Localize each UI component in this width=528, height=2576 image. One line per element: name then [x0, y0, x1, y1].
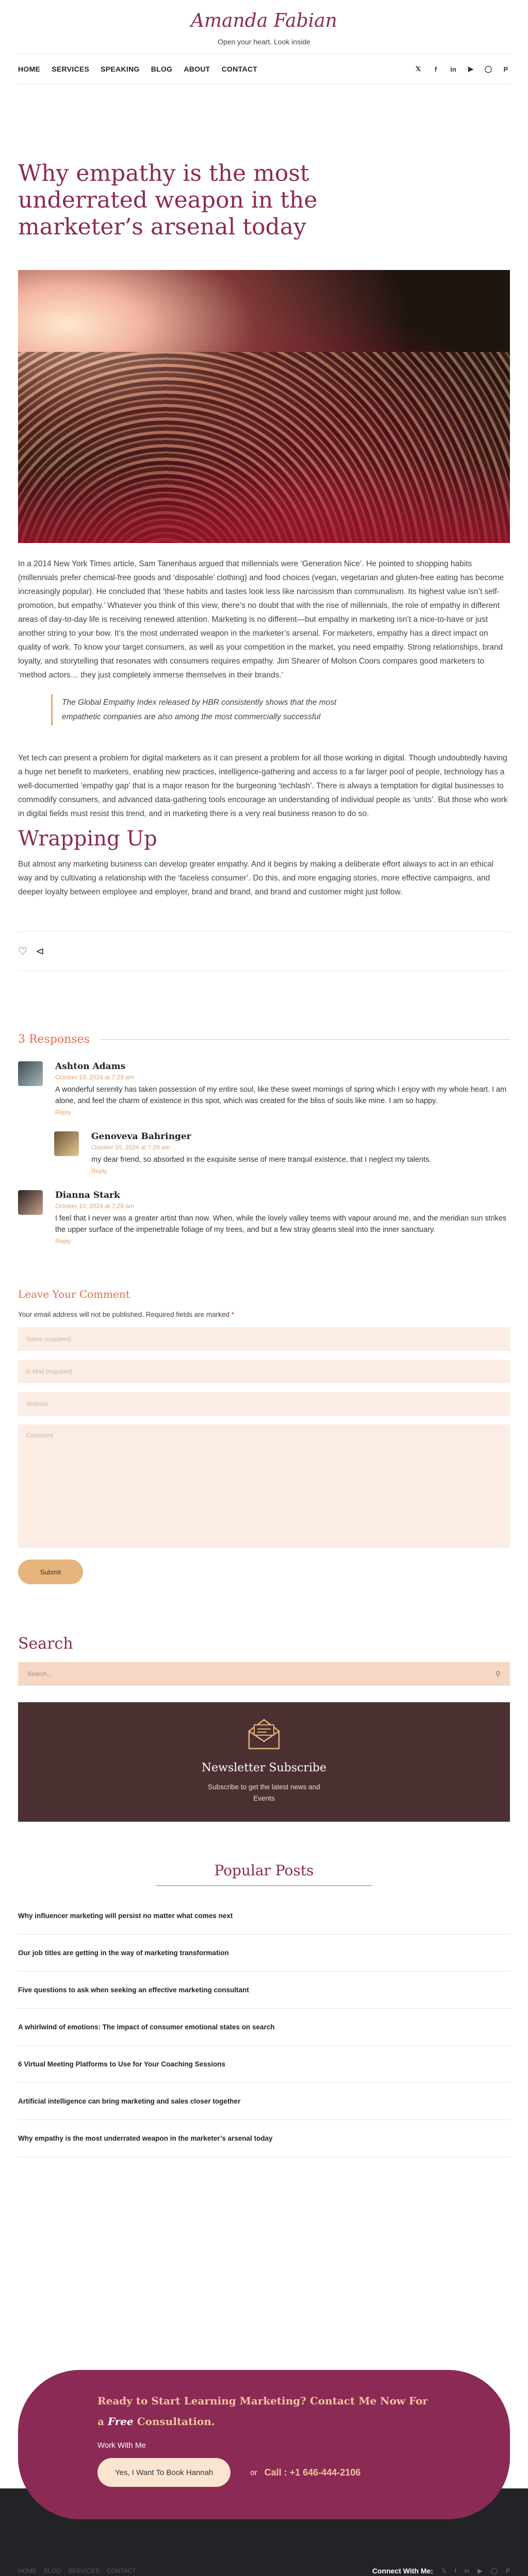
comments-section — [18, 1033, 510, 1245]
cta-or: or — [250, 2468, 257, 2477]
post-paragraph: In a 2014 New York Times article, Sam Tanenhaus argued that millennials were ‘Generation Nice’. He pointed to shopping habits (millennials prefer chemical-free goods and ‘disposable’ clothing) and food choices (vegan, vegetarian and gluten-free eating has become increasingly popular). He concluded that ‘these habits and tastes look less like narcissism than communalism. Its highest value isn’t self-promotion, but empathy.’ Whatever you think of this view, there’s no doubt that with the rise of millennials, the role of empathy in different areas of day-to-day life is receiving renewed attention. Marketing is no different—but empathy in marketing isn’t a nice-to-have or just another string to your bow. It’s the most underrated weapon in the marketer’s arsenal. For marketers, empathy has a direct impact on quality of work. To know your target consumers, as well as your competition in the market, you need empathy. Strong relationships, brand loyalty, and storytelling that resonates with consumers requires empathy. Jim Shearer of Molson Coors compares good marketers to ‘method actors… they just completely immerse themselves in their brands.’ — [18, 560, 504, 680]
search-input[interactable] — [27, 1670, 440, 1677]
comment-textarea[interactable] — [18, 1425, 510, 1548]
popular-post-link[interactable]: Why empathy is the most underrated weapon in the marketer’s arsenal today — [18, 2120, 510, 2157]
pinterest-icon[interactable]: P — [505, 2567, 510, 2574]
newsletter-title: Newsletter Subscribe — [201, 1761, 327, 1774]
envelope-icon — [246, 1717, 282, 1751]
divider — [99, 1039, 510, 1040]
submit-button[interactable]: Submit — [18, 1560, 83, 1584]
social-links — [414, 65, 510, 73]
newsletter-subtitle: Subscribe to get the latest news and Events — [208, 1783, 320, 1802]
footer-link-contact[interactable]: CONTACT — [106, 2567, 136, 2574]
footer-link-services[interactable]: SERVICES — [68, 2567, 100, 2574]
post-content — [18, 557, 510, 899]
avatar — [54, 1131, 79, 1156]
heart-icon[interactable]: ♡ — [18, 945, 27, 957]
nav-menu — [18, 65, 257, 73]
reply-link[interactable]: Reply — [55, 1238, 71, 1245]
reply-link[interactable]: Reply — [55, 1109, 71, 1116]
popular-post-link[interactable]: Our job titles are getting in the way of marketing transformation — [18, 1935, 510, 1972]
linkedin-icon[interactable]: in — [450, 65, 456, 73]
post-blockquote: The Global Empathy Index released by HBR consistently shows that the most empathetic companies are also among the most commercially successful — [51, 694, 350, 725]
footer-social — [372, 2567, 510, 2575]
comment-date[interactable]: October 10, 2024 at 7:29 am — [55, 1074, 134, 1081]
comment-item — [18, 1061, 510, 1116]
comment-text: I feel that I never was a greater artist than now. When, while the lovely valley teems with vapour around me, and the meridian sun strikes the upper surface of the impenetrable foliage of my trees, and but a few stray gleams steal into the inner sanctuary. — [55, 1214, 507, 1234]
avatar — [18, 1061, 43, 1086]
website-field[interactable] — [18, 1392, 510, 1416]
site-title[interactable]: Amanda Fabian — [191, 10, 337, 31]
pinterest-icon[interactable]: P — [503, 65, 508, 73]
blog-post — [18, 160, 510, 971]
instagram-icon[interactable]: ◯ — [490, 2567, 498, 2574]
comments-count: 3 Responses — [18, 1033, 90, 1046]
post-paragraph: But almost any marketing business can develop greater empathy. And it begins by making a deliberate effort always to act in an ethical way and by cultivating a relationship with the ‘faceless consumer’. Do this, and more engaging stories, more effective campaigns, and deeper loyalty between employee and employer, brand and brand, and brand and customer might just follow. — [18, 860, 494, 896]
search-box — [18, 1662, 510, 1686]
twitter-icon[interactable]: 𝕏 — [415, 65, 421, 73]
connect-label: Connect With Me: — [372, 2566, 433, 2575]
comment-author: Ashton Adams — [55, 1061, 126, 1072]
popular-post-link[interactable]: Five questions to ask when seeking an effective marketing consultant — [18, 1972, 510, 2009]
comment-form — [18, 1288, 510, 1584]
avatar — [18, 1190, 43, 1215]
linkedin-icon[interactable]: in — [464, 2567, 470, 2574]
name-field[interactable] — [18, 1327, 510, 1351]
nav-item-home[interactable]: HOME — [18, 65, 41, 73]
comment-author: Genoveva Bahringer — [91, 1131, 191, 1142]
comment-item — [54, 1131, 510, 1175]
popular-post-link[interactable]: Artificial intelligence can bring marketing and sales closer together — [18, 2083, 510, 2120]
popular-post-link[interactable]: A whirlwind of emotions: The impact of consumer emotional states on search — [18, 2009, 510, 2046]
comments-header — [18, 1033, 510, 1046]
footer-link-home[interactable]: HOME — [18, 2567, 37, 2574]
site-tagline: Open your heart. Look inside — [218, 38, 310, 46]
cta-subtitle: Work With Me — [97, 2441, 146, 2450]
comment-author: Dianna Stark — [55, 1190, 120, 1200]
comment-text: A wonderful serenity has taken possession of my entire soul, like these sweet mornings of spring which I enjoy with my whole heart. I am alone, and feel the charm of existence in this spot, which was created for the bliss of souls like mine. I am so happy. — [55, 1086, 507, 1105]
popular-post-link[interactable]: 6 Virtual Meeting Platforms to Use for Your Coaching Sessions — [18, 2046, 510, 2083]
search-title: Search — [18, 1635, 73, 1653]
comment-date[interactable]: October 10, 2024 at 7:29 am — [91, 1144, 170, 1151]
reply-link[interactable]: Reply — [91, 1167, 107, 1175]
email-field[interactable] — [18, 1360, 510, 1383]
comment-date[interactable]: October 10, 2024 at 7:29 am — [55, 1202, 134, 1210]
nav-item-services[interactable]: SERVICES — [52, 65, 90, 73]
newsletter-widget — [18, 1702, 510, 1822]
cta-title: Ready to Start Learning Marketing? Contact Me Now For a Free Consultation. — [97, 2395, 428, 2428]
book-button[interactable]: Yes, I Want To Book Hannah — [97, 2458, 230, 2487]
youtube-icon[interactable]: ▶ — [477, 2567, 483, 2574]
instagram-icon[interactable]: ◯ — [484, 65, 492, 73]
comment-text: my dear friend, so absorbed in the exquisite sense of mere tranquil existence, that I neglect my talents. — [91, 1156, 432, 1164]
cta-banner — [18, 2370, 510, 2519]
site-footer — [18, 2561, 510, 2576]
post-actions — [18, 931, 510, 971]
comment-form-note: Your email address will not be published. Required fields are marked * — [18, 1311, 234, 1318]
twitter-icon[interactable]: 𝕏 — [441, 2567, 447, 2574]
search-widget — [18, 1635, 510, 1686]
footer-top — [18, 2561, 510, 2576]
main-navbar — [18, 54, 510, 84]
divider — [156, 1885, 372, 1886]
youtube-icon[interactable]: ▶ — [468, 65, 473, 73]
facebook-icon[interactable]: f — [454, 2567, 456, 2574]
share-icon[interactable]: ⊲ — [35, 945, 44, 957]
post-title: Why empathy is the most underrated weapon in the marketer’s arsenal today — [18, 160, 318, 240]
popular-post-link[interactable]: Why influencer marketing will persist no matter what comes next — [18, 1897, 510, 1935]
search-icon[interactable]: ⚲ — [495, 1669, 501, 1678]
nav-item-blog[interactable]: BLOG — [151, 65, 173, 73]
post-paragraph: Yet tech can present a problem for digital marketers as it can present a problem for all those working in digital. Though undoubtedly having a huge net benefit to marketers, enabling new practices, intelligence-gathering and access to a far larger pool of people, technology has a well-documented ‘empathy gap’ that is a major reason for the burgeoning ‘techlash’. There is always a temptation for digital businesses to commodify consumers, and advanced data-gathering tools encourage an understanding of individual people as ‘units’. But those who work in digital fields must resist this trend, and in marketing there is a very real business reason to do so. — [18, 754, 508, 818]
cta-actions — [97, 2458, 510, 2487]
footer-menu — [18, 2567, 136, 2574]
nav-item-about[interactable]: ABOUT — [184, 65, 210, 73]
facebook-icon[interactable]: f — [434, 65, 437, 73]
nav-item-speaking[interactable]: SPEAKING — [101, 65, 140, 73]
site-header — [18, 0, 510, 54]
post-subheading: Wrapping Up — [18, 827, 157, 851]
phone-link[interactable]: Call : +1 646-444-2106 — [264, 2467, 361, 2478]
nav-item-contact[interactable]: CONTACT — [221, 65, 258, 73]
popular-posts-title: Popular Posts — [214, 1862, 314, 1879]
post-featured-image — [18, 270, 510, 543]
comment-item — [18, 1190, 510, 1245]
popular-posts — [18, 1862, 510, 2157]
comment-form-title: Leave Your Comment — [18, 1288, 130, 1300]
footer-link-blog[interactable]: BLOG — [44, 2567, 61, 2574]
